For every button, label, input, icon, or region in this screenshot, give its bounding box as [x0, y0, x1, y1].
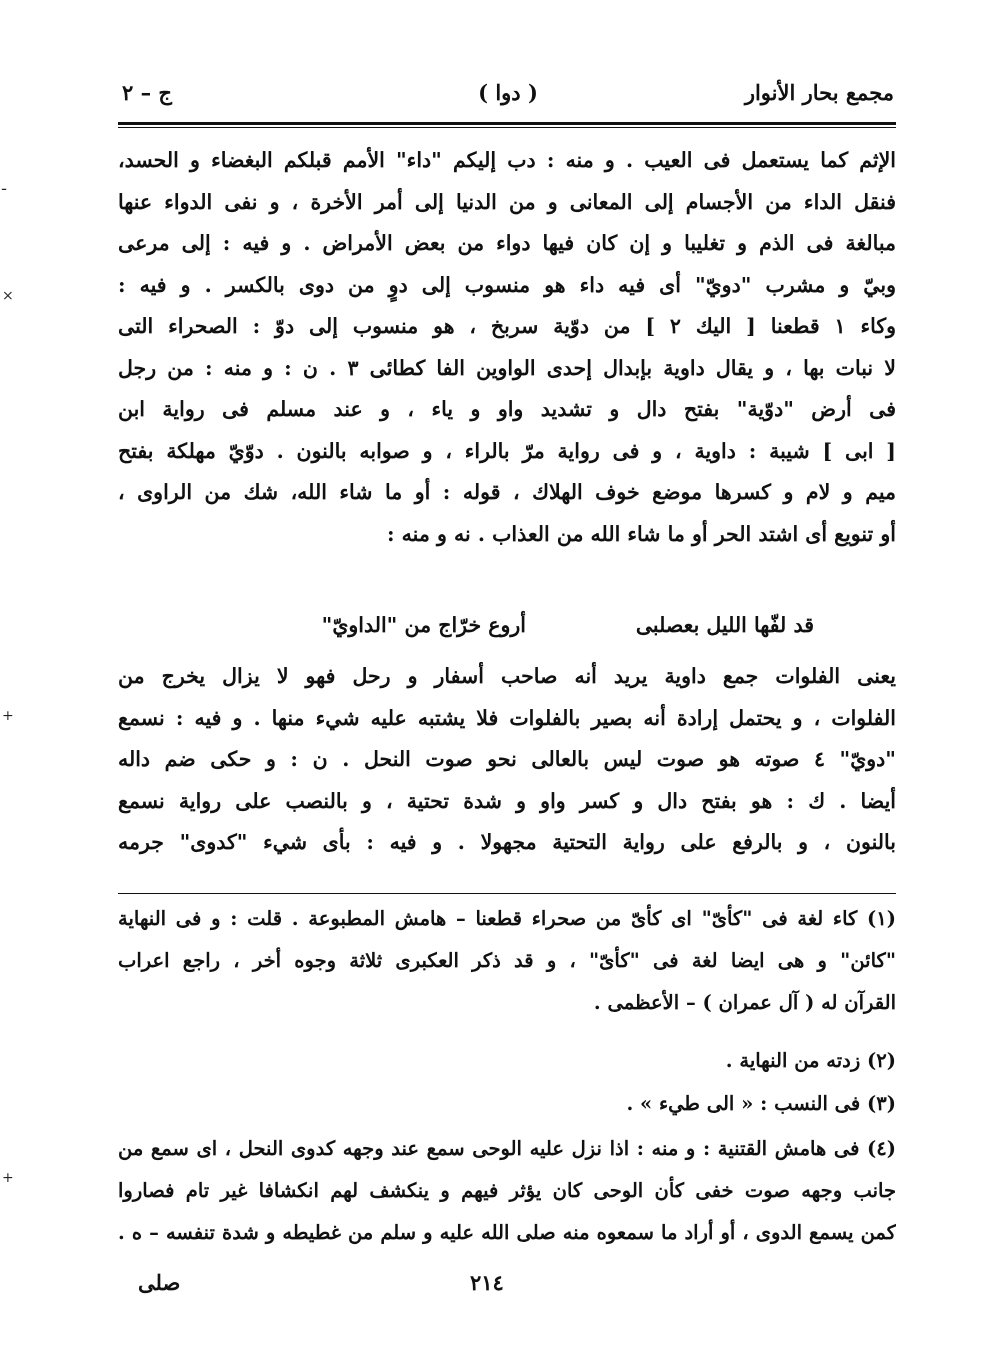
poem-verse: [118, 604, 896, 646]
text-line: لا نبات بها ، و يقال داوية بإبدال إحدى الواوين الفا كطائى ٣ . ن : و منه : من رجل: [118, 355, 896, 380]
main-text: [118, 140, 896, 555]
text-line: فنقل الداء من الأجسام إلى المعانى و من الدنيا إلى أمر الأخرة ، و نفى الدواء عنها: [118, 189, 896, 214]
footnote-2: (٢) زدته من النهاية .: [725, 1049, 896, 1072]
margin-mark: ـ: [2, 178, 7, 194]
page-number: ٢١٤: [470, 1270, 504, 1295]
text-line: "دويّ" ٤ صوته هو صوت ليس بالعالى نحو صوت النحل . ن : و حكى ضم داله: [118, 747, 896, 771]
poem-hemistich-2: أروع خرّاج من "الداويّ": [321, 613, 526, 637]
text-line: [ ابى ] شيبة : داوية ، و فى رواية مرّ بالراء ، و صوابه بالنون . دوّيّ مهلكة بفتح: [118, 438, 896, 463]
footnote-line: القرآن له ( آل عمران ) – الأعظمى .: [593, 991, 896, 1014]
book-title: مجمع بحار الأنوار: [744, 80, 894, 105]
header-rule-thick: [118, 122, 896, 125]
footnote-separator: [118, 893, 896, 894]
running-header: [122, 80, 894, 116]
entry-heading: ( دوا ): [478, 80, 538, 105]
footnote-line: "كائن" و هى ايضا لغة فى "كأىّ" ، و قد ذكر العكبرى ثلاثة وجوه أخر ، راجع اعراب: [118, 949, 896, 972]
main-text-continued: [118, 656, 896, 864]
text-line: ميم و لام و كسرها موضع خوف الهلاك ، قوله : أو ما شاء الله، شك من الراوى ،: [118, 480, 896, 504]
footnote-line: جانب وجهه صوت خفى كأن الوحى كان يؤثر فيهم و ينكشف لهم انكشافا غير تام فصاروا: [118, 1179, 896, 1202]
footnote-1: [118, 898, 896, 1024]
footnote-4: [118, 1128, 896, 1254]
margin-mark: +: [2, 1170, 14, 1186]
catchword: صلى: [138, 1270, 181, 1295]
footnote-line: (٤) فى هامش القتنية : و منه : اذا نزل عليه الوحى سمع عند وجهه كدوى النحل ، اى سمع من: [118, 1137, 896, 1160]
footnote-3: (٣) فى النسب : « الى طيء » .: [626, 1092, 896, 1115]
volume-label: ج – ٢: [122, 80, 172, 105]
footnote-line: (١) كاء لغة فى "كأىّ" اى كأىّ من صحراء قطعنا – هامش المطبوعة . قلت : و فى النهاية: [118, 907, 896, 930]
footnote-line: كمن يسمع الدوى ، أو أراد ما سمعوه منه صلى الله عليه و سلم من غطيطه و شدة تنفسه – ه .: [118, 1221, 896, 1244]
header-rule-thin: [118, 127, 896, 128]
text-line: يعنى الفلوات جمع داوية يريد أنه صاحب أسفار و رحل فهو لا يزال يخرج من: [118, 664, 896, 688]
text-line: فى أرض "دوّية" بفتح دال و تشديد واو و ياء ، و عند مسلم فى رواية ابن: [118, 397, 896, 421]
text-line: أو تنويع أى اشتد الحر أو ما شاء الله من العذاب . نه و منه :: [386, 521, 896, 546]
text-line: مبالغة فى الذم و تغليبا و إن كان فيها دواء من بعض الأمراض . و فيه : إلى مرعى: [118, 231, 896, 255]
text-line: أيضا . ك : هو بفتح دال و كسر واو و شدة تحتية ، و بالنصب على رواية نسمع: [118, 788, 896, 813]
text-line: بالنون ، و بالرفع على رواية التحتية مجهولا . و فيه : بأى شيء "كدوى" جرمه: [118, 830, 896, 854]
text-line: وكاء ١ قطعنا [ اليك ٢ ] من دوّية سربخ ، هو منسوب إلى دوّ : الصحراء التى: [118, 314, 896, 338]
poem-hemistich-1: قد لفّها الليل بعصلبى: [635, 613, 814, 637]
text-line: الفلوات ، و يحتمل إرادة أنه بصير بالفلوات فلا يشتبه عليه شيء منها . و فيه : نسمع: [118, 705, 896, 730]
margin-mark: +: [2, 708, 14, 724]
text-line: وبيّ و مشرب "دويّ" أى فيه داء هو منسوب إلى دوٍ من دوى بالكسر . و فيه :: [118, 272, 896, 297]
margin-mark: ×: [2, 288, 14, 304]
text-line: الإثم كما يستعمل فى العيب . و منه : دب إليكم "داء" الأمم قبلكم البغضاء و الحسد،: [118, 148, 896, 172]
